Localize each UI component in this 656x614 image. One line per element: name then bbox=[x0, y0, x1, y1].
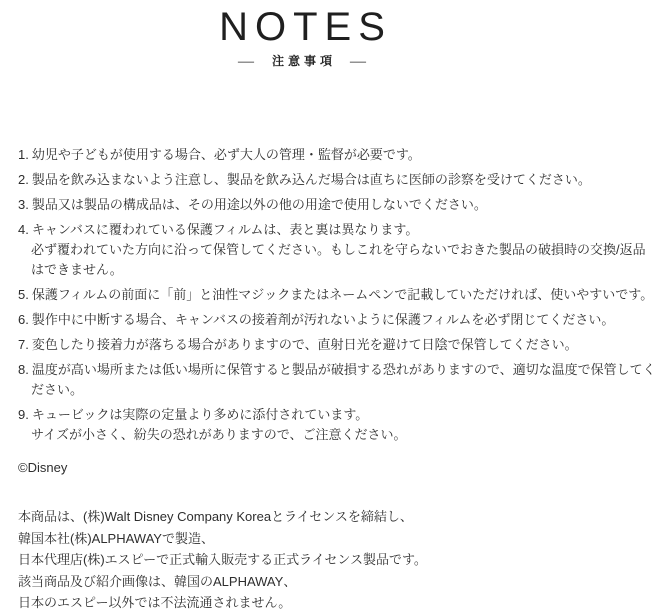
page-header bbox=[18, 5, 586, 69]
note-line bbox=[18, 310, 615, 330]
note-text: 変色したり接着力が落ちる場合がありますので、直射日光を避けて日陰で保管してください。 bbox=[31, 337, 578, 352]
footer-line: 日本代理店(株)エスピーで正式輸入販売する正式ライセンス製品です。 bbox=[18, 552, 427, 567]
note-line bbox=[18, 220, 586, 240]
note-line: 必ず覆われていた方向に沿って保管してください。もしこれを守らないでおきた製品の破損時の交換/返品 bbox=[31, 242, 646, 257]
note-line: サイズが小さく、紛失の恐れがありますので、ご注意ください。 bbox=[31, 427, 407, 442]
note-item bbox=[18, 170, 591, 190]
note-line bbox=[18, 195, 586, 215]
note-text: キャンバスに覆われている保護フィルムは、表と裏は異なります。 bbox=[31, 222, 419, 237]
note-number: 3. bbox=[18, 197, 29, 212]
license-footer bbox=[18, 506, 586, 614]
note-item bbox=[18, 310, 615, 330]
note-line: はできません。 bbox=[31, 262, 123, 277]
copyright-text: ©Disney bbox=[18, 460, 68, 475]
footer-line: 該当商品及び紹介画像は、韓国のALPHAWAY、 bbox=[18, 573, 297, 589]
note-item bbox=[18, 195, 586, 215]
footer-line: 日本のエスピー以外では不法流通されません。 bbox=[18, 595, 292, 610]
subtitle-right-dash: — bbox=[349, 53, 367, 68]
note-line bbox=[18, 170, 591, 190]
subtitle-text: 注意事項 bbox=[271, 54, 336, 68]
note-text: 保護フィルムの前面に「前」と油性マジックまたはネームペンで記載していただければ、使いやすいです。 bbox=[31, 287, 654, 302]
note-item bbox=[18, 145, 586, 165]
note-text: 製品を飲み込まないよう注意し、製品を飲み込んだ場合は直ちに医師の診察を受けてください。 bbox=[31, 172, 591, 187]
footer-line: 本商品は、(株)Walt Disney Company Koreaとライセンスを締結し、 bbox=[18, 509, 413, 524]
note-number: 1. bbox=[18, 147, 29, 162]
note-text: 幼児や子どもが使用する場合、必ず大人の管理・監督が必要です。 bbox=[31, 147, 421, 162]
note-item bbox=[18, 285, 654, 305]
note-number: 5. bbox=[18, 287, 29, 302]
note-text: 温度が高い場所または低い場所に保管すると製品が破損する恐れがありますので、適切な温度で保管してく bbox=[31, 362, 656, 377]
note-line: ださい。 bbox=[31, 382, 84, 397]
footer-line: 韓国本社(株)ALPHAWAYで製造、 bbox=[18, 530, 214, 546]
notes-list bbox=[18, 145, 656, 445]
note-item bbox=[18, 220, 646, 280]
note-number: 2. bbox=[18, 172, 29, 187]
note-item bbox=[18, 335, 586, 355]
page-title: NOTES bbox=[219, 5, 392, 49]
note-number: 8. bbox=[18, 362, 29, 377]
note-number: 9. bbox=[18, 407, 29, 422]
note-number: 4. bbox=[18, 222, 29, 237]
page-subtitle bbox=[18, 52, 586, 69]
subtitle-left-dash: — bbox=[237, 53, 255, 68]
note-line bbox=[18, 285, 654, 305]
note-line bbox=[18, 335, 586, 355]
note-line bbox=[18, 405, 586, 425]
note-line bbox=[18, 145, 586, 165]
note-text: キュービックは実際の定量より多めに添付されています。 bbox=[31, 407, 369, 422]
note-text: 製作中に中断する場合、キャンバスの接着剤が汚れないように保護フィルムを必ず閉じてください。 bbox=[31, 312, 615, 327]
note-number: 7. bbox=[18, 337, 29, 352]
note-text: 製品又は製品の構成品は、その用途以外の他の用途で使用しないでください。 bbox=[31, 197, 487, 212]
note-item bbox=[18, 360, 656, 400]
note-line bbox=[18, 360, 656, 380]
note-number: 6. bbox=[18, 312, 29, 327]
note-item bbox=[18, 405, 586, 445]
